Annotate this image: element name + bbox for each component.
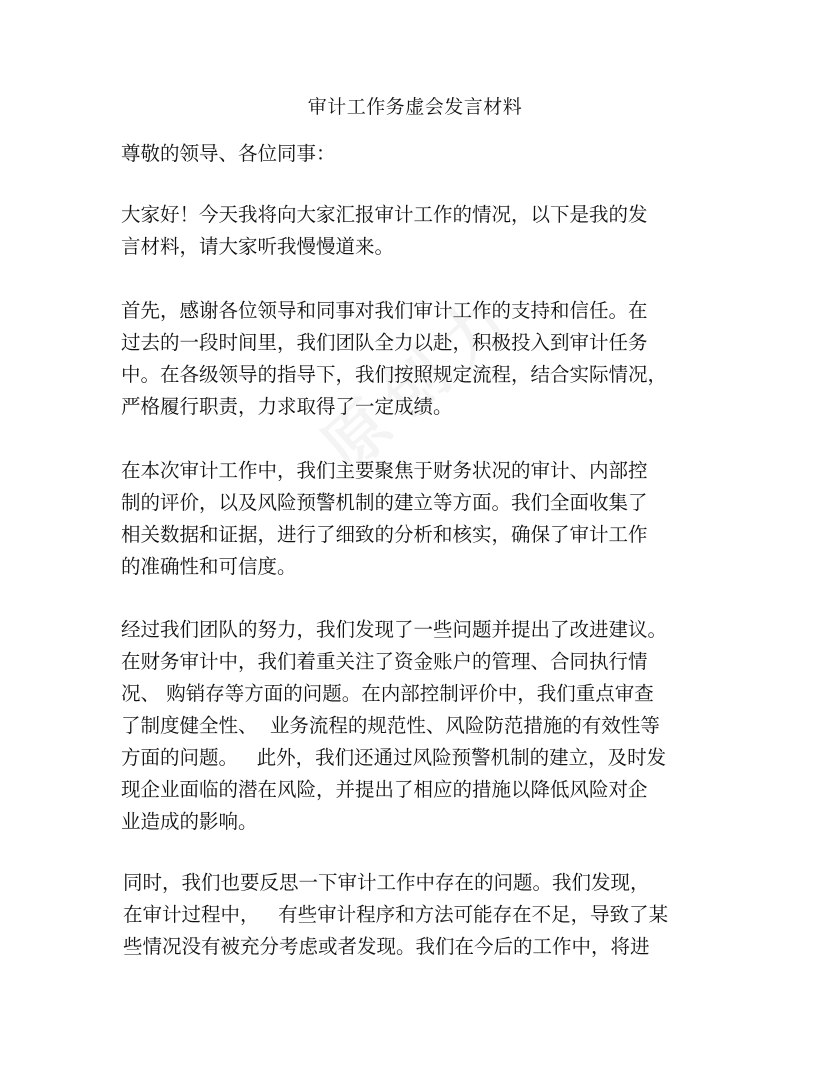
paragraph-2-line-3: 中。在各级领导的指导下，我们按照规定流程，结合实际情况，: [121, 363, 668, 386]
paragraph-4-line-2: 在财务审计中，我们着重关注了资金账户的管理、合同执行情: [121, 650, 648, 673]
paragraph-1-line-1: 大家好！今天我将向大家汇报审计工作的情况，以下是我的发: [121, 203, 648, 226]
paragraph-5-line-1: 同时，我们也要反思一下审计工作中存在的问题。我们发现，: [123, 871, 650, 894]
paragraph-3-line-4: 的准确性和可信度。: [121, 555, 297, 578]
paragraph-5-line-3: 些情况没有被充分考虑或者发现。我们在今后的工作中，将进: [123, 935, 650, 958]
paragraph-4-line-6: 现企业面临的潜在风险，并提出了相应的措施以降低风险对企: [121, 778, 648, 801]
salutation-line: 尊敬的领导、各位同事：: [121, 142, 336, 165]
paragraph-3-line-3: 相关数据和证据，进行了细致的分析和核实，确保了审计工作: [121, 523, 648, 546]
paragraph-4-line-1: 经过我们团队的努力，我们发现了一些问题并提出了改进建议。: [121, 618, 668, 641]
paragraph-2-line-4: 严格履行职责，力求取得了一定成绩。: [121, 395, 453, 418]
paragraph-5-line-2: 在审计过程中， 有些审计程序和方法可能存在不足，导致了某: [123, 903, 669, 926]
paragraph-4-line-7: 业造成的影响。: [121, 810, 258, 833]
paragraph-2-line-2: 过去的一段时间里，我们团队全力以赴，积极投入到审计任务: [121, 331, 648, 354]
paragraph-3-line-1: 在本次审计工作中，我们主要聚焦于财务状况的审计、内部控: [121, 459, 648, 482]
paragraph-4-line-4: 了制度健全性、 业务流程的规范性、风险防范措施的有效性等: [121, 714, 660, 737]
paragraph-2-line-1: 首先，感谢各位领导和同事对我们审计工作的支持和信任。在: [121, 299, 648, 322]
paragraph-4-line-5: 方面的问题。 此外，我们还通过风险预警机制的建立，及时发: [121, 746, 667, 769]
paragraph-1-line-2: 言材料，请大家听我慢慢道来。: [121, 235, 395, 258]
paragraph-4-line-3: 况、 购销存等方面的问题。在内部控制评价中，我们重点审查: [121, 682, 654, 705]
document-title: 审计工作务虚会发言材料: [307, 96, 523, 118]
paragraph-3-line-2: 制的评价，以及风险预警机制的建立等方面。我们全面收集了: [121, 491, 648, 514]
